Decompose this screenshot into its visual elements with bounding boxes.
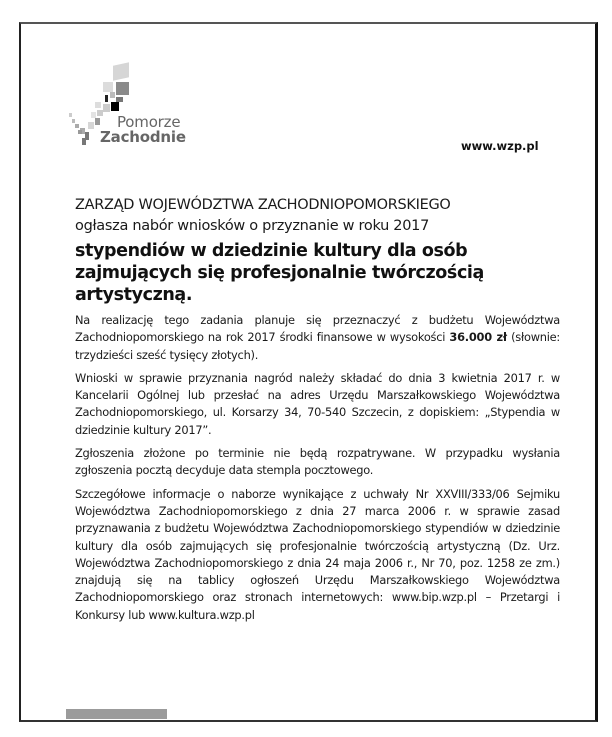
title-heading: stypendiów w dziedzinie kultury dla osób zajmujących się profesjonalnie twórczością artystyczną.	[75, 241, 484, 305]
website-link[interactable]: www.wzp.pl	[461, 139, 539, 153]
announcement-body	[75, 195, 560, 624]
budget-text: Na realizację tego zadania planuje się przeznaczyć z budżetu Województwa Zachodniopomorskiego na rok 2017 środki finansowe w wysokości	[75, 313, 560, 345]
budget-amount: 36.000 zł	[449, 330, 507, 345]
decorative-bar	[66, 709, 167, 719]
paragraph-budget	[75, 312, 560, 364]
budget-words: (słownie: trzydzieści sześć tysięcy złotych).	[75, 330, 560, 362]
paragraph-deadline: Zgłoszenia złożone po terminie nie będą rozpatrywane. W przypadku wysłania zgłoszenia pocztą decyduje data stempla pocztowego.	[75, 446, 560, 478]
intro-heading: ogłasza nabór wniosków o przyznanie w roku 2017	[75, 218, 429, 234]
paragraph-submission: Wnioski w sprawie przyznania nagród należy składać do dnia 3 kwietnia 2017 r. w Kancelarii Ogólnej lub przesłać na adres Urzędu Marszałkowskiego Województwa Zachodniopomorskiego, ul. Korsarzy 34, 70-540 Szczecin, z dopiskiem: „Stypendia w dziedzinie kultury 2017”.	[75, 370, 560, 437]
paragraph-details: Szczegółowe informacje o naborze wynikające z uchwały Nr XXVIII/333/06 Sejmiku Województwa Zachodniopomorskiego z dnia 27 marca 2006 r. w sprawie zasad przyznawania z budżetu Województwa Zachodniopomorskiego stypendiów w dziedzinie kultury dla osób zajmujących się profesjonalnie twórczością artystyczną (Dz. Urz. Województwa Zachodniopomorskiego z dnia 24 maja 2006 r., Nr 70, poz. 1258 ze zm.) znajdują się na tablicy ogłoszeń Urzędu Marszałkowskiego Województwa Zachodniopomorskiego oraz stronach internetowych: www.bip.wzp.pl – Przetargi i Konkursy lub www.kultura.wzp.pl	[75, 486, 560, 622]
issuer-heading: ZARZĄD WOJEWÓDZTWA ZACHODNIOPOMORSKIEGO	[75, 197, 451, 213]
logo-text-pomorze: Pomorze	[117, 113, 181, 131]
logo-text-zachodnie: Zachodnie	[100, 128, 186, 146]
